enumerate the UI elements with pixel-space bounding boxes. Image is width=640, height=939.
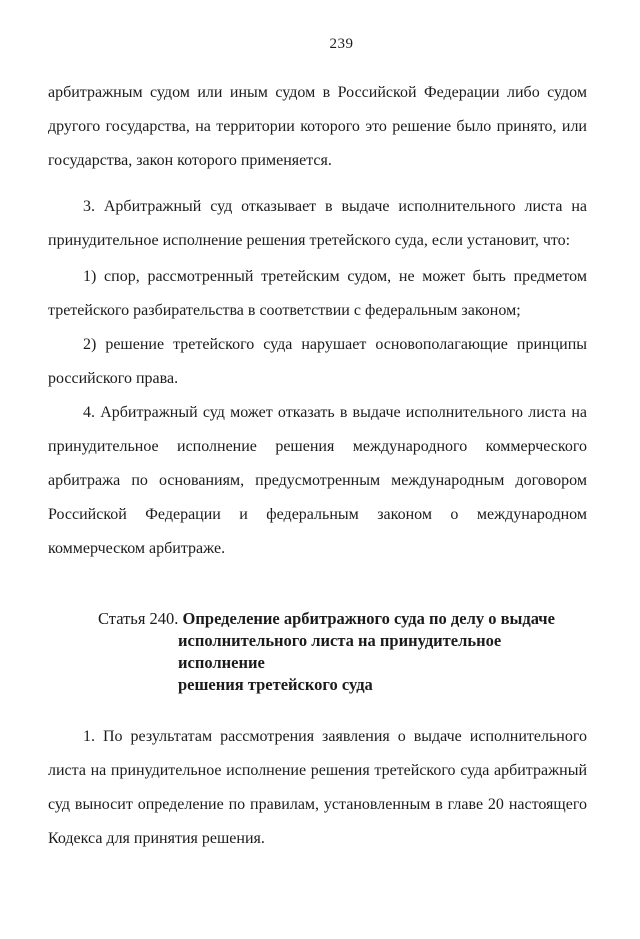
text-line: арбитражным судом или иным судом в Российской Федерации либо судом — [48, 84, 587, 101]
text-line: государства, закон которого применяется. — [48, 152, 332, 169]
text-line: листа на принудительное исполнение решения третейского суда арбитражный — [48, 762, 587, 779]
article-title-line: исполнительного листа на принудительное исполнение — [178, 631, 502, 672]
paragraph — [48, 328, 587, 396]
article-number: Статья 240. — [98, 609, 179, 628]
text-line: принудительное исполнение решения международного коммерческого — [48, 438, 587, 455]
paragraph — [48, 396, 587, 566]
text-line: Кодекса для принятия решения. — [48, 830, 265, 847]
page-number: 239 — [329, 36, 354, 52]
text-line: Российской Федерации и федеральным законом о международном — [48, 506, 587, 523]
paragraph — [48, 76, 587, 178]
text-line: суд выносит определение по правилам, установленным в главе 20 настоящего — [48, 796, 587, 813]
text-line: арбитража по основаниям, предусмотренным международным договором — [48, 472, 587, 489]
text-line: 1. По результатам рассмотрения заявления о выдаче исполнительного — [83, 728, 587, 745]
article-title-line: решения третейского суда — [178, 675, 373, 694]
text-line: российского права. — [48, 370, 179, 387]
text-line: коммерческом арбитраже. — [48, 540, 226, 557]
article-title-line: Определение арбитражного суда по делу о выдаче — [182, 609, 555, 628]
document-page — [0, 34, 640, 939]
text-line: 4. Арбитражный суд может отказать в выдаче исполнительного листа на — [83, 404, 587, 421]
text-line: третейского разбирательства в соответствии с федеральным законом; — [48, 302, 521, 319]
text-line: принудительное исполнение решения третейского суда, если установит, что: — [48, 232, 571, 249]
text-line: другого государства, на территории которого это решение было принято, или — [48, 118, 587, 135]
text-line: 1) спор, рассмотренный третейским судом, не может быть предметом — [83, 268, 587, 285]
text-line: 3. Арбитражный суд отказывает в выдаче исполнительного листа на — [83, 198, 587, 215]
text-line: 2) решение третейского суда нарушает основополагающие принципы — [83, 336, 587, 353]
paragraph — [48, 260, 587, 328]
paragraph — [48, 720, 587, 856]
paragraph — [48, 190, 587, 258]
article-heading-line — [98, 608, 587, 630]
article-heading — [48, 608, 587, 696]
